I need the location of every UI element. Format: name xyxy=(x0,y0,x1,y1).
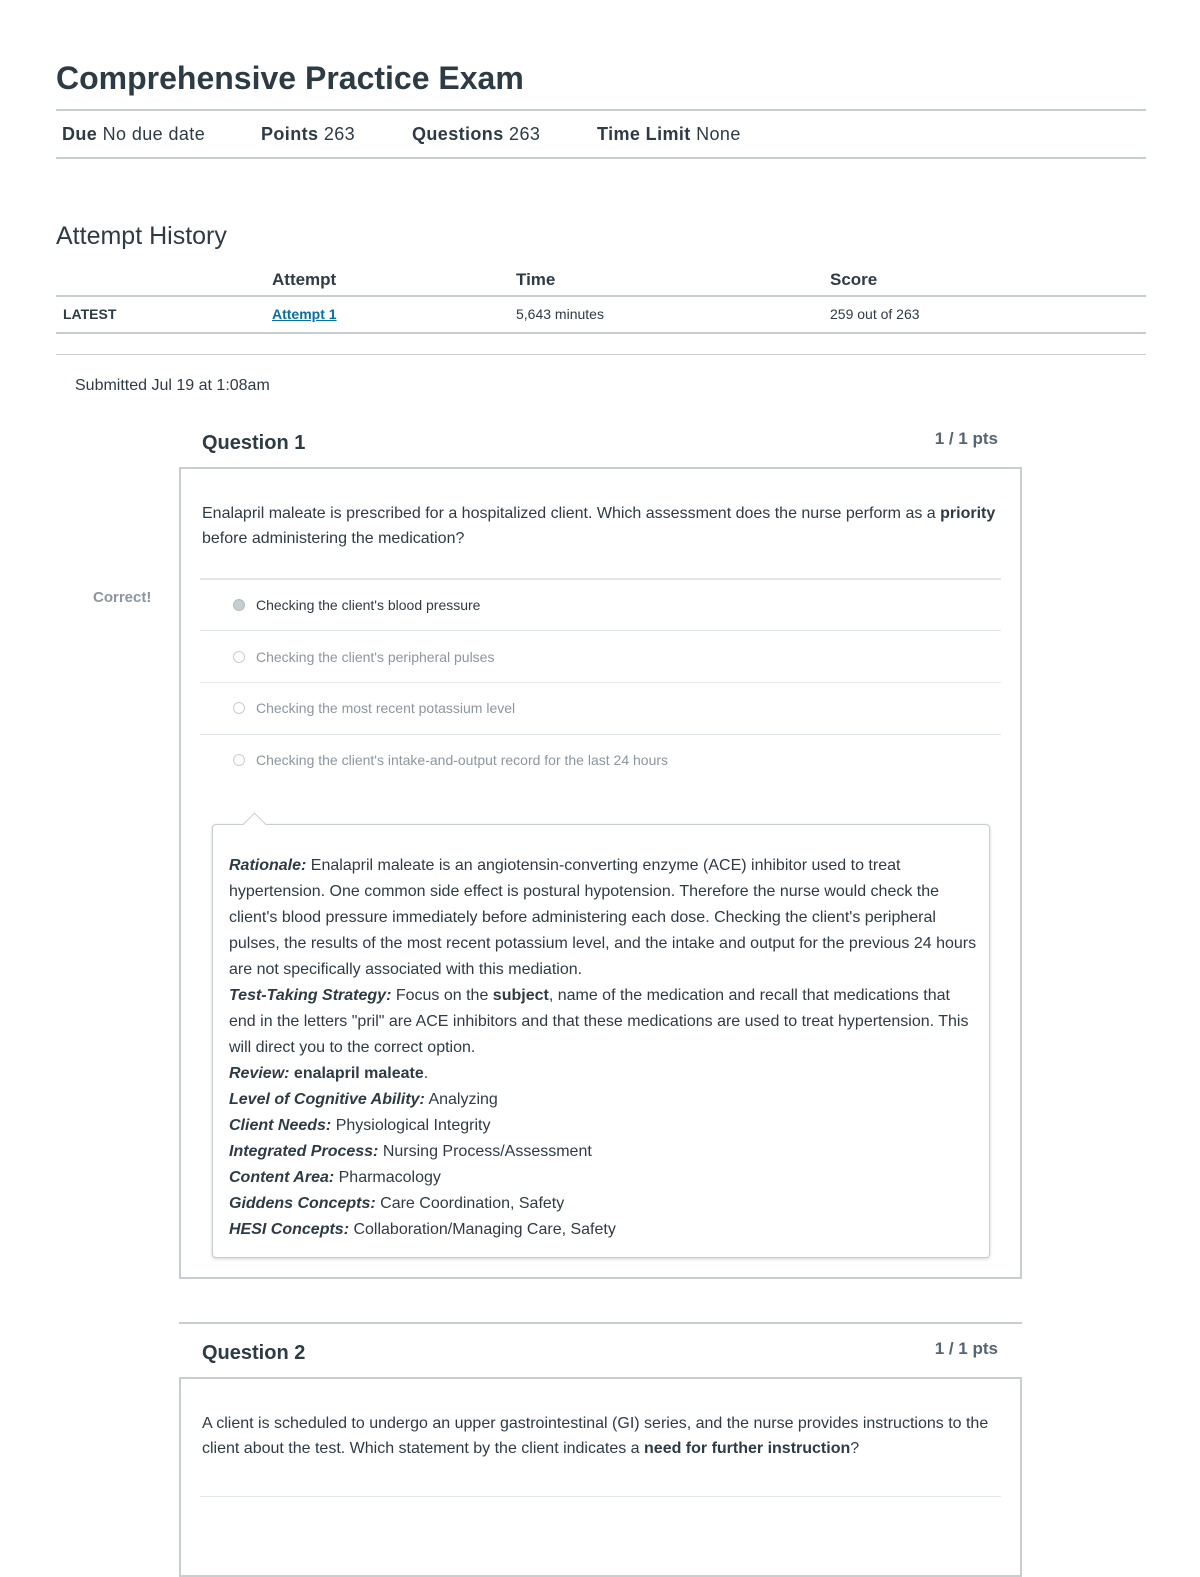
review-line xyxy=(229,1061,977,1087)
cognitive-value: Analyzing xyxy=(424,1091,498,1108)
question-2-text xyxy=(202,1411,1002,1461)
question-2-top-divider xyxy=(179,1322,1022,1324)
question-1-title: Question 1 xyxy=(202,432,306,454)
page-title: Comprehensive Practice Exam xyxy=(56,60,524,96)
due-label: Due xyxy=(62,124,98,144)
attempt-score: 259 out of 263 xyxy=(830,306,920,322)
attempt-time: 5,643 minutes xyxy=(516,306,604,322)
latest-label: LATEST xyxy=(63,306,117,322)
time-limit-value: None xyxy=(696,124,741,144)
title-divider xyxy=(56,109,1146,111)
correct-flag: Correct! xyxy=(93,589,152,606)
history-row-divider xyxy=(56,332,1146,334)
answer-divider xyxy=(200,682,1001,683)
attempt-link[interactable]: Attempt 1 xyxy=(272,306,337,322)
radio-icon[interactable] xyxy=(233,651,245,663)
giddens-value: Care Coordination, Safety xyxy=(375,1195,565,1212)
rationale-text: Enalapril maleate is an angiotensin-converting enzyme (ACE) inhibitor used to treat hypertension. One common side effect is postural hypotension. Therefore the nurse would check the client's blood pressure immediately before administering each dose. Checking the client's peripheral pulses, the results of the most recent potassium level, and the intake and output for the previous 24 hours are not specifically associated with this mediation. xyxy=(229,857,977,978)
integrated-process-label: Integrated Process: xyxy=(229,1143,379,1160)
answer-option[interactable] xyxy=(233,700,515,716)
time-limit-info xyxy=(597,124,741,145)
question-2-title: Question 2 xyxy=(202,1342,306,1364)
rationale-paragraph xyxy=(229,853,977,983)
client-needs-value: Physiological Integrity xyxy=(331,1117,491,1134)
submitted-timestamp: Submitted Jul 19 at 1:08am xyxy=(75,377,270,394)
answer-option[interactable] xyxy=(233,649,494,665)
radio-icon[interactable] xyxy=(233,754,245,766)
question-text-part: ? xyxy=(850,1440,860,1457)
answer-option[interactable] xyxy=(233,752,668,768)
answer-option[interactable] xyxy=(233,597,480,613)
strategy-text: , name of the medication and recall that medications that end in the letters "pril" are ACE inhibitors and that these medications are used to treat hypertension. This will direct you to the correct option. xyxy=(229,987,969,1056)
questions-info xyxy=(412,124,540,145)
rationale-content xyxy=(229,853,977,1243)
integrated-process-line xyxy=(229,1139,977,1165)
rationale-label: Rationale: xyxy=(229,857,307,874)
section-divider xyxy=(56,354,1146,355)
question-text-emphasis: need for further instruction xyxy=(644,1440,851,1457)
content-area-value: Pharmacology xyxy=(334,1169,441,1186)
points-value: 263 xyxy=(323,124,356,144)
question-1-text xyxy=(202,501,1002,551)
answer-label: Checking the most recent potassium level xyxy=(256,700,516,716)
question-text-part: before administering the medication? xyxy=(202,530,465,547)
attempt-history-title: Attempt History xyxy=(56,222,227,250)
answer-label: Checking the client's peripheral pulses xyxy=(256,649,495,665)
review-suffix: . xyxy=(423,1065,429,1082)
radio-selected-icon[interactable] xyxy=(233,599,245,611)
due-value: No due date xyxy=(102,124,206,144)
question-1-points: 1 / 1 pts xyxy=(934,429,998,448)
strategy-label: Test-Taking Strategy: xyxy=(229,987,392,1004)
giddens-label: Giddens Concepts: xyxy=(229,1195,376,1212)
content-area-line xyxy=(229,1165,977,1191)
question-2-points: 1 / 1 pts xyxy=(934,1339,998,1358)
cognitive-line xyxy=(229,1087,977,1113)
due-info xyxy=(62,124,205,145)
questions-value: 263 xyxy=(509,124,541,144)
strategy-paragraph xyxy=(229,983,977,1061)
history-header-divider xyxy=(56,295,1146,297)
strategy-text: Focus on the xyxy=(391,987,493,1004)
question-text-emphasis: priority xyxy=(940,505,996,522)
strategy-emphasis: subject xyxy=(492,987,549,1004)
answer-divider xyxy=(200,578,1001,580)
questions-label: Questions xyxy=(412,124,504,144)
answer-label: Checking the client's intake-and-output record for the last 24 hours xyxy=(256,752,669,768)
time-limit-label: Time Limit xyxy=(597,124,691,144)
question-text-part: Enalapril maleate is prescribed for a hospitalized client. Which assessment does the nurse perform as a xyxy=(202,505,941,522)
points-info xyxy=(261,124,355,145)
hesi-label: HESI Concepts: xyxy=(229,1221,350,1238)
answer-label: Checking the client's blood pressure xyxy=(256,597,481,613)
answer-divider xyxy=(200,1496,1001,1497)
cognitive-label: Level of Cognitive Ability: xyxy=(229,1091,425,1108)
hesi-value: Collaboration/Managing Care, Safety xyxy=(349,1221,616,1238)
content-area-label: Content Area: xyxy=(229,1169,335,1186)
client-needs-line xyxy=(229,1113,977,1139)
meta-divider xyxy=(56,157,1146,159)
answer-divider xyxy=(200,734,1001,735)
question-2-box xyxy=(179,1377,1022,1577)
points-label: Points xyxy=(261,124,319,144)
answer-divider xyxy=(200,630,1001,631)
question-text-part: A client is scheduled to undergo an upper gastrointestinal (GI) series, and the nurse provides instructions to the client about the test. Which statement by the client indicates a xyxy=(202,1415,989,1457)
hesi-line xyxy=(229,1217,977,1243)
score-column-header: Score xyxy=(830,270,878,289)
integrated-process-value: Nursing Process/Assessment xyxy=(378,1143,592,1160)
review-value: enalapril maleate xyxy=(289,1065,424,1082)
radio-icon[interactable] xyxy=(233,702,245,714)
client-needs-label: Client Needs: xyxy=(229,1117,332,1134)
review-label: Review: xyxy=(229,1065,290,1082)
time-column-header: Time xyxy=(516,270,556,289)
attempt-column-header: Attempt xyxy=(272,270,337,289)
giddens-line xyxy=(229,1191,977,1217)
